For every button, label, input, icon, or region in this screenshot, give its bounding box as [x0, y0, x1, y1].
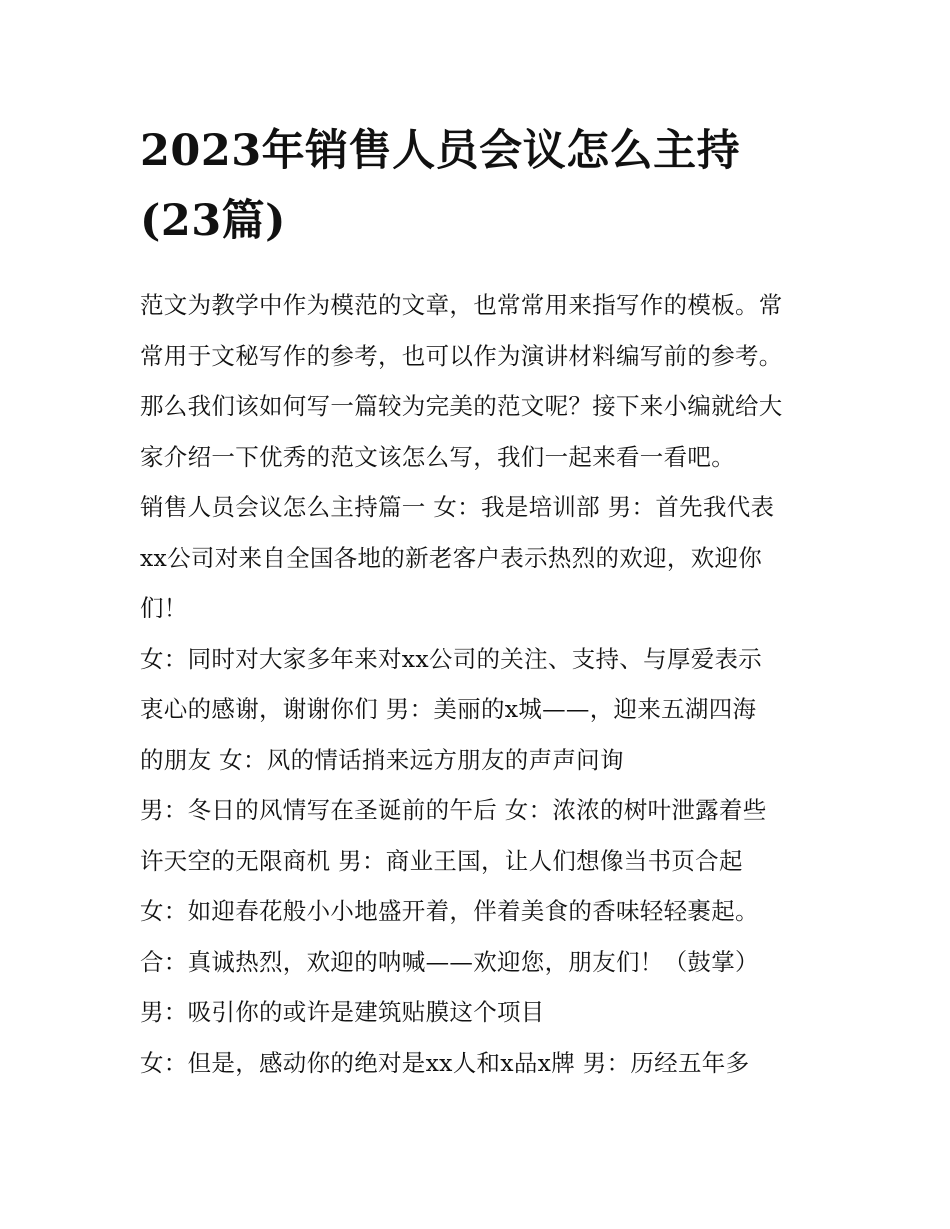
body-line: 女：同时对大家多年来对xx公司的关注、支持、与厚爱表示 — [140, 644, 763, 673]
body-line: 们！ — [140, 594, 188, 622]
body-line: 销售人员会议怎么主持篇一 女：我是培训部 男：首先我代表 — [140, 493, 775, 521]
body-line: 衷心的感谢，谢谢你们 男：美丽的x城——，迎来五湖四海 — [140, 695, 757, 723]
body-line: 男：冬日的风情写在圣诞前的午后 女：浓浓的树叶泄露着些 — [140, 796, 767, 824]
body-line: 的朋友 女：风的情话捎来远方朋友的声声问询 — [140, 745, 624, 774]
body-line: 常用于文秘写作的参考，也可以作为演讲材料编写前的参考。 — [140, 341, 783, 370]
title-line: 2023年销售人员会议怎么主持 — [140, 126, 741, 176]
document-title — [140, 116, 820, 256]
body-line: 范文为教学中作为模范的文章，也常常用来指写作的模板。常 — [140, 291, 783, 319]
document-body — [140, 280, 830, 1088]
body-line: 合：真诚热烈，欢迎的呐喊——欢迎您，朋友们！（鼓掌） — [140, 947, 759, 976]
body-line: 女：但是，感动你的绝对是xx人和x品x牌 男：历经五年多 — [140, 1048, 750, 1077]
body-line: 那么我们该如何写一篇较为完美的范文呢？接下来小编就给大 — [140, 392, 783, 420]
body-line: 女：如迎春花般小小地盛开着，伴着美食的香味轻轻裹起。 — [140, 897, 759, 925]
body-line: 男：吸引你的或许是建筑贴膜这个项目 — [140, 998, 545, 1026]
body-line: xx公司对来自全国各地的新老客户表示热烈的欢迎，欢迎你 — [140, 543, 763, 572]
body-line: 家介绍一下优秀的范文该怎么写，我们一起来看一看吧。 — [140, 442, 735, 471]
title-line: (23篇) — [140, 196, 287, 246]
body-line: 许天空的无限商机 男：商业王国，让人们想像当书页合起 — [140, 846, 743, 875]
